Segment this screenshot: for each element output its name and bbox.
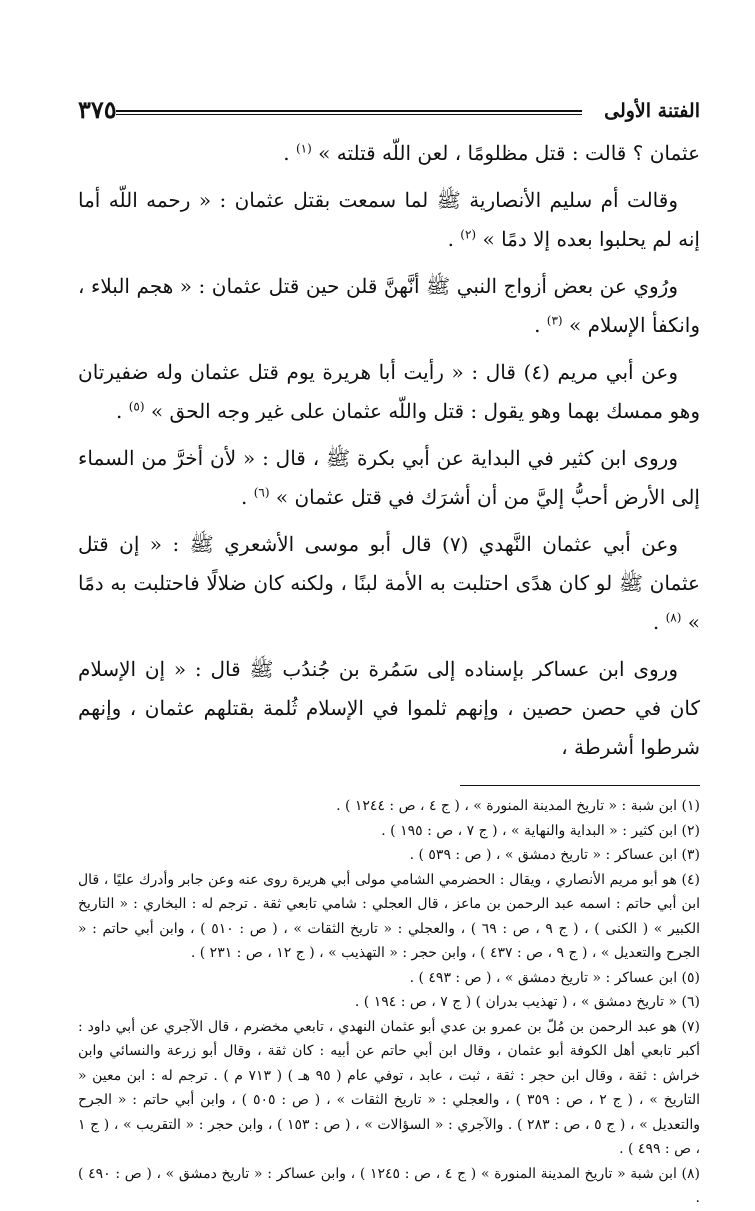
paragraph-text: وعن أبي عثمان النَّهدي (٧) قال أبو موسى الأشعري ﷺ : « إن قتل عثمان ﷺ لو كان هدًى احتلبت به الأمة لبنًا ، ولكنه كان ضلالًا فاحتلبت به دمًا » <box>78 532 700 634</box>
footnote-ref: (٣) <box>546 313 563 328</box>
footnote: (٢) ابن كثير : « البداية والنهاية » ، ( ج ٧ ، ص : ١٩٥ ) . <box>381 822 700 839</box>
main-text <box>78 134 700 767</box>
paragraph-text: ورُوي عن بعض أزواج النبي ﷺ أنَّهنَّ قلن حين قتل عثمان : « هجم البلاء ، وانكفأ الإسلام » <box>78 274 700 337</box>
paragraph-tail: . <box>115 399 129 423</box>
footnote: (٦) « تاريخ دمشق » ، ( تهذيب بدران ) ( ج ٧ ، ص : ١٩٤ ) . <box>354 994 700 1010</box>
running-title: الفتنة الأولى <box>604 100 700 122</box>
paragraph-text: وروى ابن عساكر بإسناده إلى سَمُرة بن جُندُب ﷺ قال : « إن الإسلام كان في حصن حصين ، وإنهم ثلموا في الإسلام ثُلمة بقتلهم عثمان ، وإنهم شرطوا أشرطة ، <box>78 657 700 759</box>
paragraph-tail: . <box>652 610 666 634</box>
paragraph <box>78 525 700 642</box>
paragraph <box>78 134 700 173</box>
footnote: (٧) هو عبد الرحمن بن مُلّ بن عمرو بن عدي أبو عثمان النهدي ، تابعي مخضرم ، قال الآجري عن أبي داود : أكبر تابعي أهل الكوفة أبو عثمان ، وقال ابن أبي حاتم عن أبيه : كان ثقة ، وقال أبو زرعة والنسائي وابن خراش : ثقة ، وقال ابن حجر : ثقة ، ثبت ، عابد ، توفي عام ( ٩٥ هـ ) ( ٧١٣ م ) . ترجم له : ابن معين « التاريخ » ، ( ج ٢ ، ص : ٣٥٩ ) ، والعجلي : « تاريخ الثقات » ، ( ص : ٥٠٥ ) ، وابن أبي حاتم : « الجرح والتعديل » ، ( ج ٥ ، ص : ٢٨٣ ) . والآجري : « السؤالات » ، ( ص : ١٥٣ ) ، وابن حجر : « التقريب » ، ( ج ١ ، ص : ٤٩٩ ) . <box>78 1018 701 1157</box>
footnote-ref: (٦) <box>253 485 270 500</box>
paragraph <box>78 353 700 431</box>
paragraph-text: وروى ابن كثير في البداية عن أبي بكرة ﷺ ، قال : « لأن أخرَّ من السماء إلى الأرض أحبُّ إليَّ من أن أشرَك في قتل عثمان » <box>78 446 700 509</box>
footnotes <box>78 794 700 1211</box>
paragraph-tail: . <box>447 227 461 251</box>
footnote-ref: (٨) <box>665 610 682 625</box>
paragraph-text: وعن أبي مريم (٤) قال : « رأيت أبا هريرة يوم قتل عثمان وله ضفيرتان وهو ممسك بهما وهو يقول : قتل واللّه عثمان على غير وجه الحق » <box>78 360 700 423</box>
book-page <box>78 84 701 1206</box>
paragraph-tail: . <box>240 485 254 509</box>
footnote-ref: (٥) <box>128 399 145 414</box>
footnote-ref: (١) <box>295 141 312 156</box>
page-header <box>78 84 700 124</box>
paragraph <box>78 181 700 259</box>
paragraph-tail: . <box>283 141 296 165</box>
paragraph <box>78 267 700 345</box>
paragraph-text: وقالت أم سليم الأنصارية ﷺ لما سمعت بقتل عثمان : « رحمه اللّه أما إنه لم يحلبوا بعده إلا دمًا » <box>78 188 700 251</box>
header-rule <box>116 110 582 115</box>
footnote-separator <box>460 785 700 786</box>
paragraph-text: عثمان ؟ قالت : قتل مظلومًا ، لعن اللّه قتلته » <box>318 141 700 165</box>
footnote-ref: (٢) <box>460 227 477 242</box>
paragraph <box>78 650 700 767</box>
paragraph-tail: . <box>534 313 547 337</box>
footnote: (٣) ابن عساكر : « تاريخ دمشق » ، ( ص : ٥٣٩ ) . <box>409 847 700 863</box>
paragraph <box>78 439 700 517</box>
footnote: (٤) هو أبو مريم الأنصاري ، ويقال : الحضرمي الشامي مولى أبي هريرة روى عنه وعن جابر وأدرك عليًا ، قال ابن أبي حاتم : اسمه عبد الرحمن بن ماعز ، قال العجلي : شامي تابعي ثقة . ترجم له : البخاري : « التاريخ الكبير » ( الكنى ) ، ( ج ٩ ، ص : ٦٩ ) ، والعجلي : « تاريخ الثقات » ، ( ص : ٥١٠ ) ، وابن أبي حاتم : « الجرح والتعديل » ، ( ج ٩ ، ص : ٤٣٧ ) ، وابن حجر : « التهذيب » ، ( ج ١٢ ، ص : ٢٣١ ) . <box>78 871 700 961</box>
footnote: (١) ابن شبة : « تاريخ المدينة المنورة » ، ( ج ٤ ، ص : ١٢٤٤ ) . <box>336 798 700 814</box>
footnote: (٨) ابن شبة « تاريخ المدينة المنورة » ( ج ٤ ، ص : ١٢٤٥ ) ، وابن عساكر : « تاريخ دمشق » ، ( ص : ٤٩٠ ) . <box>78 1165 701 1206</box>
footnote: (٥) ابن عساكر : « تاريخ دمشق » ، ( ص : ٤٩٣ ) . <box>409 969 700 986</box>
page-number: ٣٧٥ <box>78 95 117 124</box>
